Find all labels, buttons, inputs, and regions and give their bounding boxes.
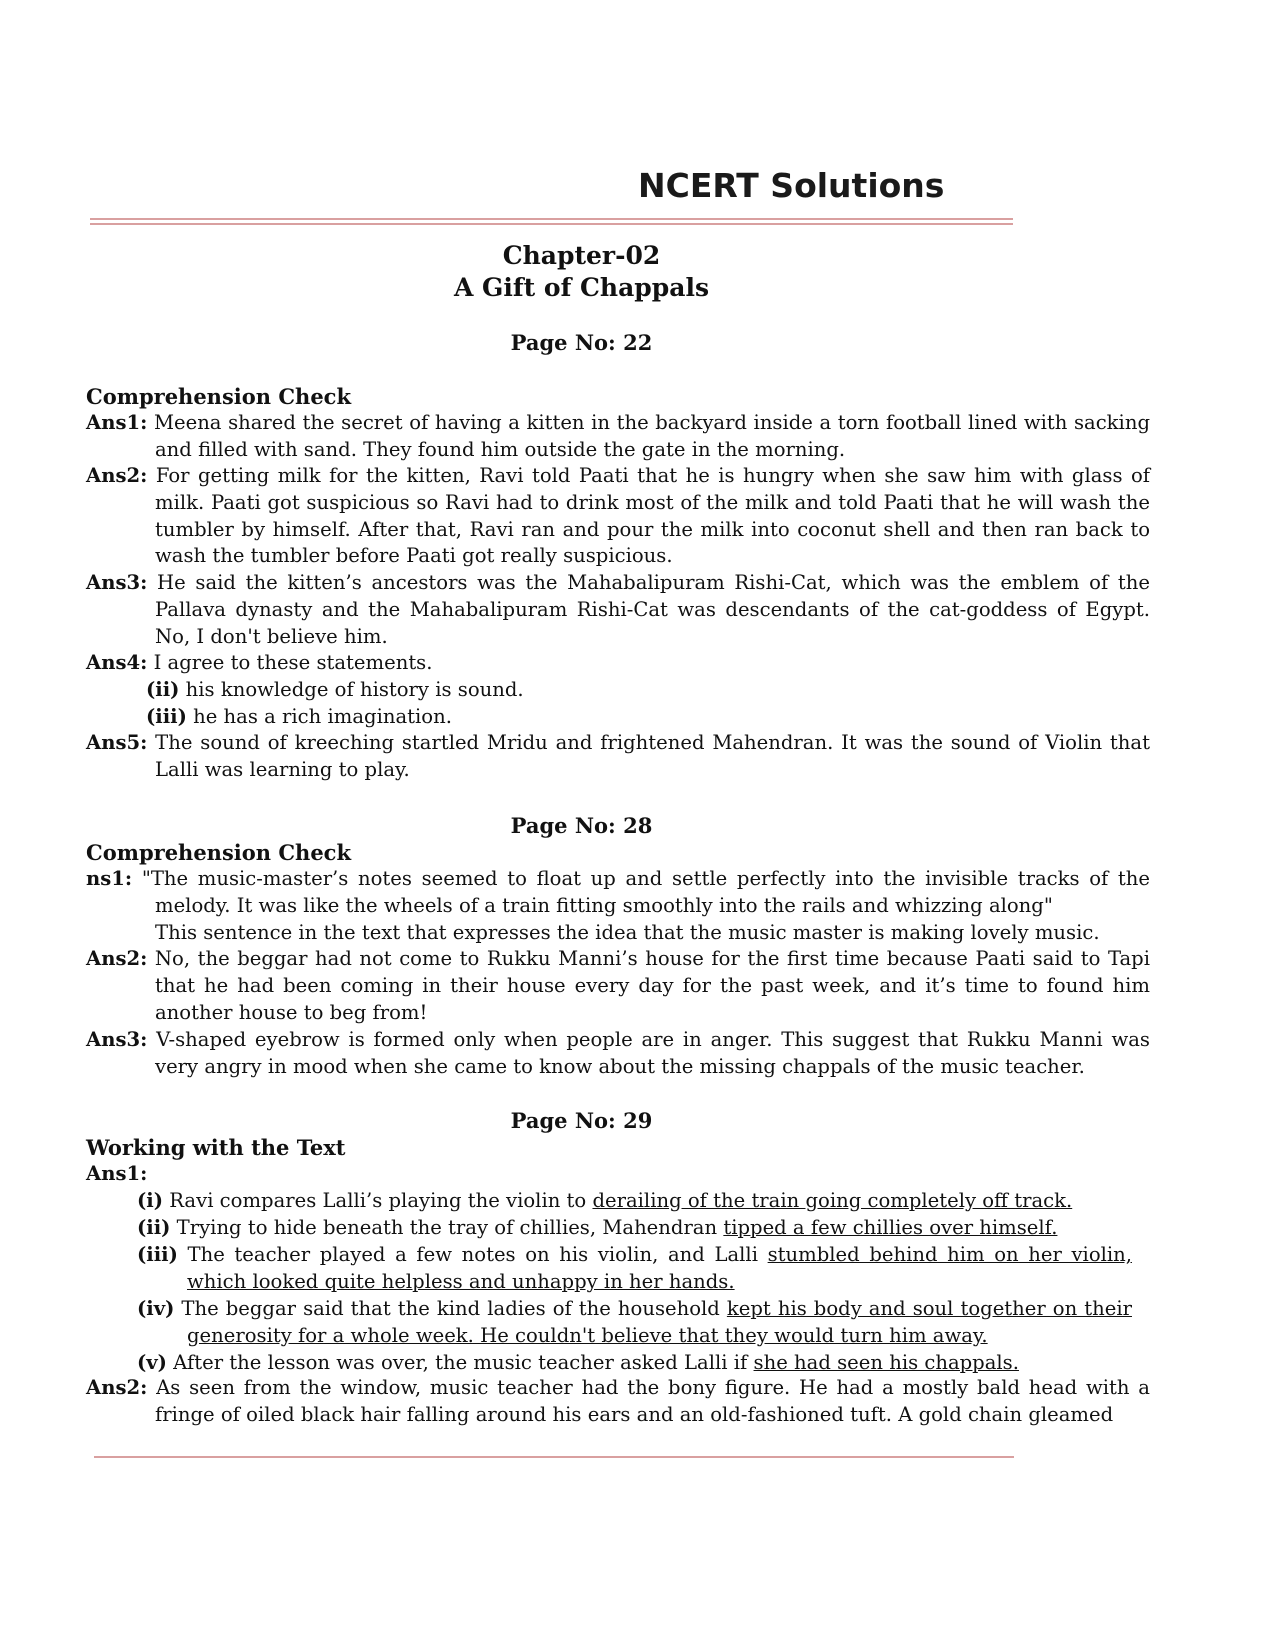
item-answer: kept his body and soul together on their generosity for a whole week. He couldn't believe that they would turn him away. — [187, 1297, 1132, 1347]
answer-text: V-shaped eyebrow is formed only when people are in anger. This suggest that Rukku Manni was very angry in mood when she came to know about the missing chappals of the music teacher. — [155, 1028, 1150, 1078]
item-text: Ravi compares Lalli’s playing the violin to — [169, 1189, 587, 1212]
item-answer: she had seen his chappals. — [753, 1351, 1019, 1374]
answer-label: Ans1: — [86, 1162, 148, 1185]
answer-label: Ans4: — [86, 651, 148, 674]
answer-label: Ans3: — [86, 1028, 148, 1051]
answer — [86, 866, 1150, 946]
answer-text: No, the beggar had not come to Rukku Manni’s house for the first time because Paati said to Tapi that he had been coming in their house every day for the past week, and it’s time to found him another house to beg from! — [154, 947, 1150, 1024]
answer — [86, 463, 1150, 570]
fill-in-item — [137, 1296, 1132, 1350]
fill-in-item — [137, 1215, 1082, 1242]
item-text: Trying to hide beneath the tray of chillies, Mahendran — [176, 1216, 718, 1239]
fill-in-item — [137, 1242, 1132, 1296]
answer-subitem — [146, 677, 524, 704]
header-divider — [90, 223, 1013, 225]
chapter-number: Chapter-02 — [502, 241, 661, 270]
page-number-heading: Page No: 29 — [510, 1108, 653, 1133]
item-label: (iii) — [137, 1243, 178, 1266]
fill-in-item — [137, 1350, 1082, 1377]
answer-label: Ans5: — [86, 731, 148, 754]
answer — [86, 730, 1150, 784]
answer-label: Ans2: — [86, 947, 148, 970]
chapter-title: A Gift of Chappals — [453, 273, 710, 302]
item-label: (iv) — [137, 1297, 175, 1320]
answer — [86, 410, 1150, 464]
item-answer: derailing of the train going completely off track. — [592, 1189, 1073, 1212]
answer-text: He said the kitten’s ancestors was the Mahabalipuram Rishi-Cat, which was the emblem of the Pallava dynasty and the Mahabalipuram Rishi-Cat was descendants of the cat-goddess of Egypt. No, I don't believe him. — [155, 571, 1150, 648]
answer — [86, 1375, 1150, 1429]
answer-label: Ans2: — [86, 1376, 148, 1399]
page-number-heading: Page No: 28 — [510, 813, 653, 838]
subitem-label: (ii) — [146, 678, 180, 701]
subitem-label: (iii) — [146, 705, 187, 728]
answer-label: ns1: — [86, 867, 133, 890]
item-text: The teacher played a few notes on his violin, and Lalli — [187, 1243, 758, 1266]
header-divider — [90, 218, 1013, 220]
section-heading: Comprehension Check — [86, 384, 352, 409]
item-label: (ii) — [137, 1216, 171, 1239]
item-text: After the lesson was over, the music teacher asked Lalli if — [173, 1351, 748, 1374]
answer — [86, 570, 1150, 650]
answer — [86, 650, 1150, 677]
answer — [86, 1027, 1150, 1081]
answer-text: For getting milk for the kitten, Ravi told Paati that he is hungry when she saw him with glass of milk. Paati got suspicious so Ravi had to drink most of the milk and told Paati that he will wash the tumbler by himself. After that, Ravi ran and pour the milk into coconut shell and then ran back to wash the tumbler before Paati got really suspicious. — [155, 464, 1150, 568]
item-answer: tipped a few chillies over himself. — [723, 1216, 1058, 1239]
page-number-heading: Page No: 22 — [510, 330, 653, 355]
answer-label: Ans2: — [86, 464, 148, 487]
answer-text: I agree to these statements. — [153, 651, 433, 674]
answer-subitem — [146, 704, 452, 731]
answer-text-continued: This sentence in the text that expresses the idea that the music master is making lovely music. — [155, 920, 1100, 944]
answer-text: "The music-master’s notes seemed to float up and settle perfectly into the invisible tracks of the melody. It was like the wheels of a train fitting smoothly into the rails and whizzing along" — [141, 867, 1150, 917]
answer-text: Meena shared the secret of having a kitten in the backyard inside a torn football lined with sacking and filled with sand. They found him outside the gate in the morning. — [153, 411, 1150, 461]
section-heading: Working with the Text — [86, 1135, 346, 1160]
answer — [86, 946, 1150, 1026]
subitem-text: he has a rich imagination. — [193, 705, 452, 728]
answer — [86, 1161, 1081, 1188]
item-label: (i) — [137, 1189, 163, 1212]
page-header-title: NCERT Solutions — [638, 166, 945, 205]
answer-text: As seen from the window, music teacher had the bony figure. He had a mostly bald head with a fringe of oiled black hair falling around his ears and an old-fashioned tuft. A gold chain gleamed — [155, 1376, 1150, 1426]
answer-label: Ans1: — [86, 411, 148, 434]
subitem-text: his knowledge of history is sound. — [185, 678, 524, 701]
item-label: (v) — [137, 1351, 167, 1374]
item-text: The beggar said that the kind ladies of the household — [181, 1297, 720, 1320]
section-heading: Comprehension Check — [86, 840, 352, 865]
answer-text: The sound of kreeching startled Mridu and frightened Mahendran. It was the sound of Violin that Lalli was learning to play. — [155, 731, 1150, 781]
fill-in-item — [137, 1188, 1082, 1215]
item-answer: stumbled behind him on her violin, which looked quite helpless and unhappy in her hands. — [187, 1243, 1132, 1293]
footer-divider — [94, 1456, 1014, 1458]
answer-label: Ans3: — [86, 571, 148, 594]
